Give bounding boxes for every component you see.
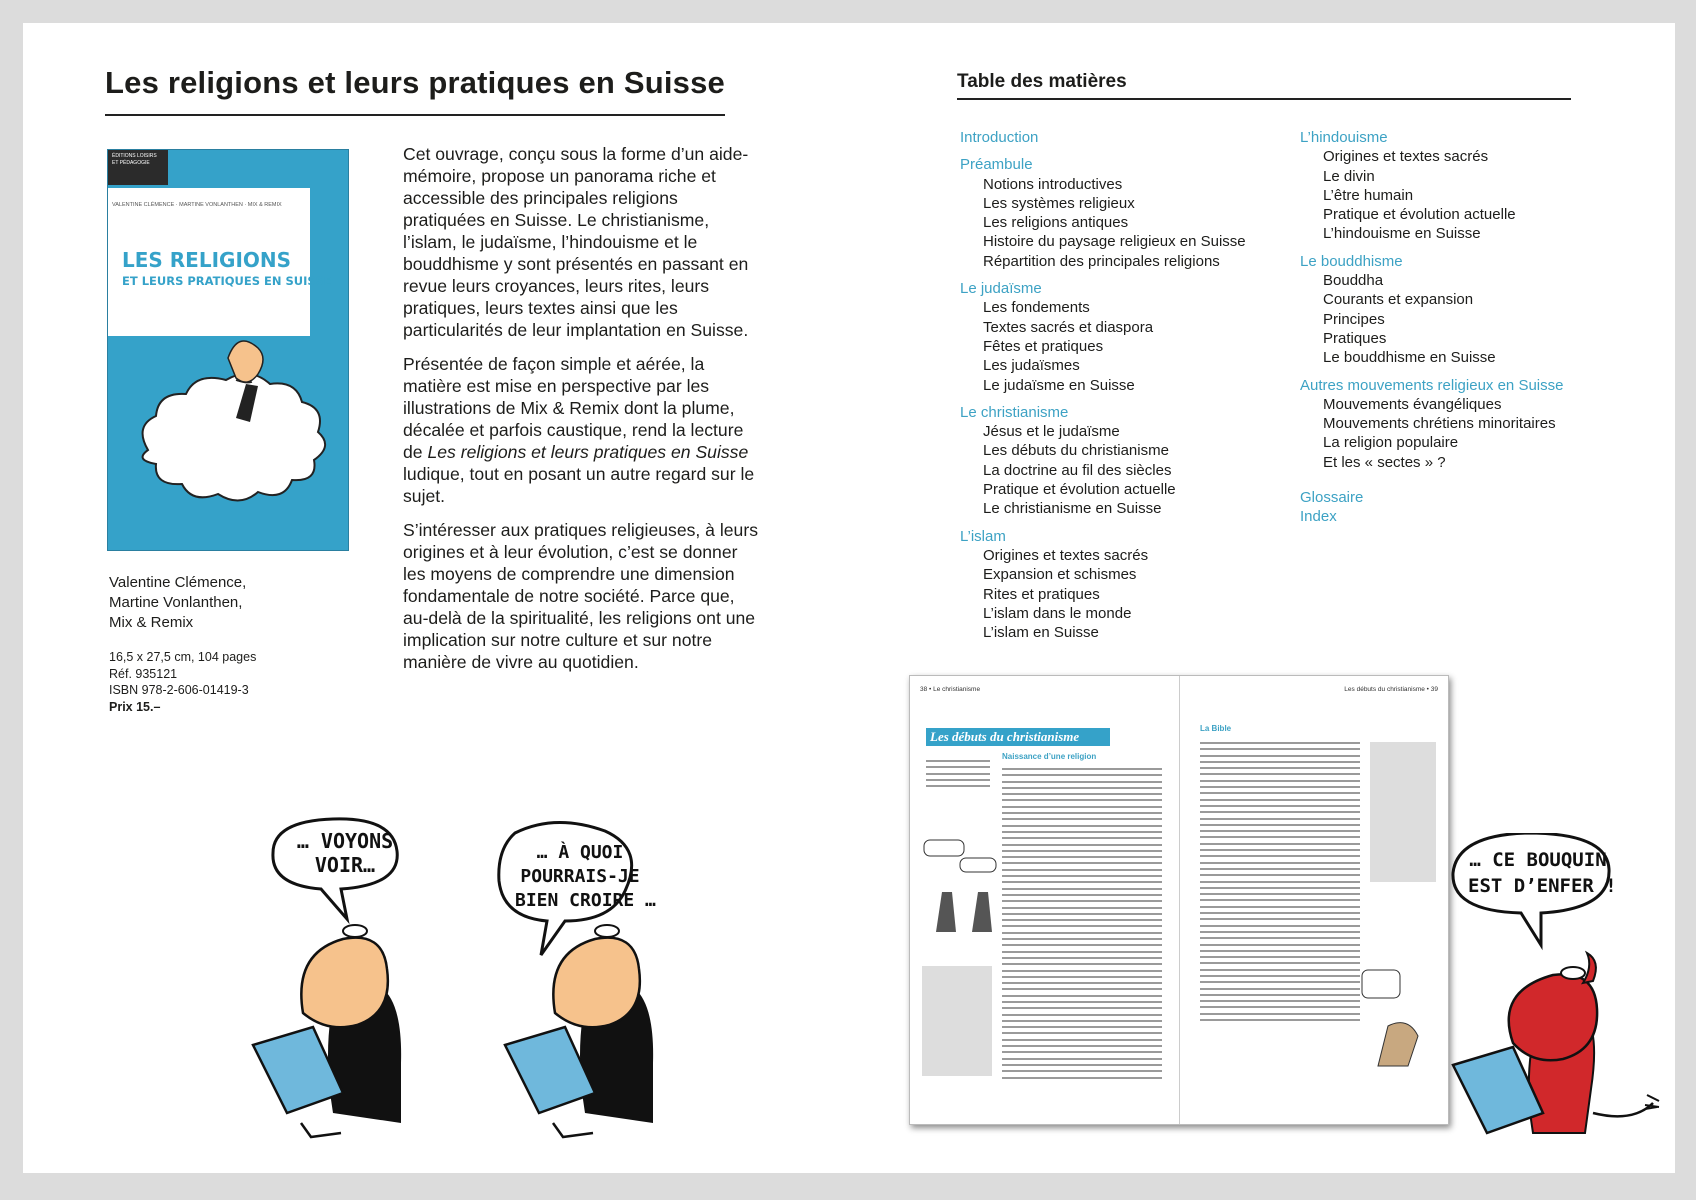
toc-section-autres-mouvements: Autres mouvements religieux en Suisse — [1300, 376, 1564, 394]
toc-item: Expansion et schismes — [983, 566, 1137, 584]
spread-left-text — [1002, 768, 1162, 1083]
toc-item: L’islam en Suisse — [983, 624, 1099, 642]
toc-section-islam: L’islam — [960, 527, 1006, 545]
toc-item: Textes sacrés et diaspora — [983, 318, 1154, 336]
spread-right-folio: Les débuts du christianisme • 39 — [1344, 686, 1438, 693]
book-isbn: ISBN 978-2-606-01419-3 — [109, 683, 249, 697]
toc-item: Notions introductives — [983, 175, 1123, 193]
spread-side-box — [922, 966, 992, 1076]
toc-item: Et les « sectes » ? — [1323, 453, 1446, 471]
toc-item: Répartition des principales religions — [983, 252, 1220, 270]
toc-item: La doctrine au fil des siècles — [983, 461, 1172, 479]
toc-item: Le divin — [1323, 167, 1375, 185]
toc-item: Courants et expansion — [1323, 291, 1474, 309]
bubble-3-line2: EST D’ENFER ! — [1468, 875, 1617, 897]
author-2: Martine Vonlanthen, — [109, 594, 243, 611]
toc-column-1 — [960, 128, 1300, 642]
toc-section-bouddhisme: Le bouddhisme — [1300, 252, 1403, 270]
spread-gutter — [1179, 676, 1180, 1124]
toc-item: Mouvements chrétiens minoritaires — [1323, 415, 1556, 433]
toc-item: La religion populaire — [1323, 434, 1459, 452]
toc-item: L’être humain — [1323, 186, 1414, 204]
spread-right-subheading: La Bible — [1200, 724, 1232, 733]
speech-bubble-3 — [1468, 847, 1617, 899]
description — [403, 143, 763, 685]
toc-item: L’islam dans le monde — [983, 604, 1132, 622]
toc-item: Le judaïsme en Suisse — [983, 376, 1135, 394]
toc-item: Bouddha — [1323, 272, 1384, 290]
toc-item: Origines et textes sacrés — [983, 546, 1149, 564]
toc-item: Les judaïsmes — [983, 357, 1080, 375]
toc-item: Fêtes et pratiques — [983, 337, 1104, 355]
toc-item: Les débuts du christianisme — [983, 442, 1169, 460]
page-sheet — [23, 23, 1675, 1173]
toc-section-hindouisme: L’hindouisme — [1300, 129, 1388, 146]
toc-rule — [957, 98, 1571, 100]
toc-section-judaisme: Le judaïsme — [960, 280, 1042, 298]
toc-item: Pratiques — [1323, 329, 1387, 347]
toc-item: Les religions antiques — [983, 214, 1129, 232]
spread-right-side-box — [1370, 742, 1436, 882]
toc-item: Les systèmes religieux — [983, 194, 1135, 212]
toc-item: Origines et textes sacrés — [1323, 148, 1489, 166]
description-p2-end: ludique, tout en posant un autre regard sur le sujet. — [403, 464, 755, 506]
bubble-2-line1: … À QUOI — [536, 842, 624, 863]
toc-item: Pratique et évolution actuelle — [1323, 206, 1516, 224]
spread-subheading: Naissance d’une religion — [1002, 752, 1097, 761]
toc-item: Pratique et évolution actuelle — [983, 481, 1176, 499]
book-price: Prix 15.– — [109, 699, 161, 714]
toc-item: L’hindouisme en Suisse — [1323, 225, 1481, 243]
book-details — [109, 649, 256, 715]
bubble-2-line2: POURRAIS-JE — [520, 866, 640, 887]
spread-left-folio: 38 • Le christianisme — [920, 686, 981, 693]
bubble-3-line1: … CE BOUQUIN — [1469, 849, 1607, 871]
bubble-1-line1: … VOYONS — [296, 829, 394, 853]
toc-item: Jésus et le judaïsme — [983, 423, 1120, 441]
toc-section-introduction: Introduction — [960, 129, 1039, 146]
authors-block — [109, 573, 246, 633]
toc-title: Table des matières — [957, 71, 1127, 92]
bubble-1-line2: VOIR… — [314, 853, 376, 877]
toc-section-glossaire: Glossaire — [1300, 489, 1364, 507]
toc-section-preambule: Préambule — [960, 156, 1033, 174]
speech-bubble-2 — [515, 841, 656, 913]
toc-item: Le bouddhisme en Suisse — [1323, 349, 1496, 367]
book-cover — [107, 149, 349, 551]
description-paragraph-2 — [403, 353, 763, 507]
title-rule — [105, 114, 725, 116]
inner-spread-preview — [909, 675, 1449, 1125]
cover-title-line1: LES RELIGIONS — [122, 248, 292, 272]
toc-item: Rites et pratiques — [983, 585, 1100, 603]
description-paragraph-1: Cet ouvrage, conçu sous la forme d’un aide-mémoire, propose un panorama riche et accessible des principales religions pratiquées en Suisse. Le christianisme, l’islam, le judaïsme, l’hindouisme et le bouddhisme y sont présentés en passant en revue leurs croyances, leurs rites, leurs pratiques, leurs textes ainsi que les particularités de leur implantation en Suisse. — [403, 144, 749, 340]
toc-column-2 — [1300, 128, 1600, 527]
spread-right-text — [1200, 742, 1360, 1025]
book-format: 16,5 x 27,5 cm, 104 pages — [109, 650, 257, 664]
toc-item: Les fondements — [983, 299, 1090, 317]
toc-item: Histoire du paysage religieux en Suisse — [983, 233, 1246, 251]
book-ref: Réf. 935121 — [109, 666, 178, 681]
description-p2-title: Les religions et leurs pratiques en Suisse — [427, 442, 749, 462]
description-p2-start: Présentée de façon simple et aérée, la matière est mise en perspective par les illustrations de Mix & Remix dont la plume, décalée et parfois caustique, rend la lecture de — [403, 354, 744, 462]
author-3: Mix & Remix — [109, 614, 194, 631]
toc-item: Le christianisme en Suisse — [983, 500, 1162, 518]
cover-authors: VALENTINE CLÉMENCE · MARTINE VONLANTHEN · MIX & REMIX — [112, 202, 282, 208]
spread-small-cartoon — [922, 836, 1002, 936]
spread-margin-note — [926, 760, 990, 791]
toc-section-index: Index — [1300, 508, 1337, 526]
toc-section-christianisme: Le christianisme — [960, 403, 1069, 421]
page-title: Les religions et leurs pratiques en Suisse — [105, 65, 725, 100]
cover-cloud-illustration — [108, 150, 348, 550]
description-paragraph-3: S’intéresser aux pratiques religieuses, à leurs origines et à leur évolution, c’est se donner les moyens de comprendre une dimension fondamentale de notre société. Parce que, au-delà de la spiritualité, les religions ont une implication sur notre culture et sur notre manière de vivre au quotidien. — [403, 520, 758, 672]
author-1: Valentine Clémence, — [109, 574, 247, 591]
bubble-2-line3: BIEN CROIRE … — [515, 890, 656, 911]
cover-editor-logo: ÉDITIONS LOISIRS ET PÉDAGOGIE — [108, 150, 168, 185]
toc-item: Principes — [1323, 310, 1385, 328]
cover-title-line2: ET LEURS PRATIQUES EN SUISSE — [122, 274, 332, 288]
toc-item: Mouvements évangéliques — [1323, 395, 1502, 413]
spread-reader-cartoon — [1358, 966, 1438, 1076]
spread-heading: Les débuts du christianisme — [926, 728, 1110, 746]
speech-bubble-1 — [285, 829, 405, 877]
